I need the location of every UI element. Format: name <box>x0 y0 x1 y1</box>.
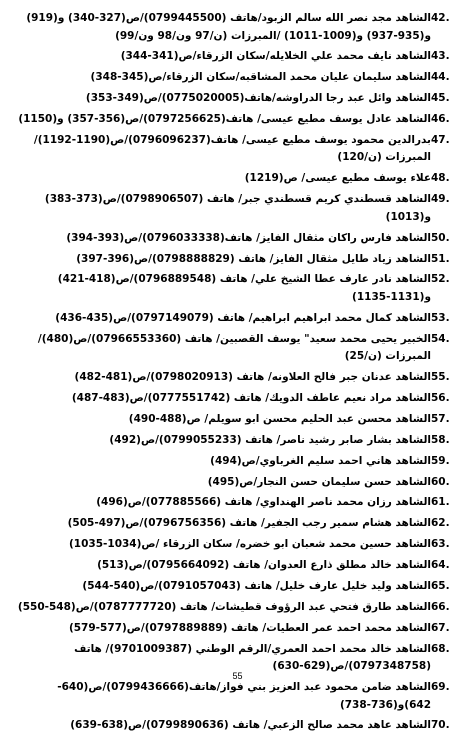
list-item-text: الشاهد طارق فتحي عبد الرؤوف قطيشات/ هاتف (0787777720)/ص(548-550) <box>17 600 431 613</box>
list-item-text: الشاهد حسن سليمان حسن النجار/ص(495) <box>207 475 431 488</box>
list-item <box>12 453 461 471</box>
list-item <box>12 515 461 533</box>
list-item-number: 58. <box>431 433 450 446</box>
list-item <box>12 494 461 512</box>
list-item <box>12 599 461 617</box>
list-item <box>12 10 461 45</box>
list-item <box>12 331 461 366</box>
list-item-number: 55. <box>431 371 450 384</box>
list-item-text: الشاهد حسين محمد شعبان ابو خضره/ سكان الزرقاء /ص(1034-1035) <box>68 538 431 551</box>
list-item-number: 57. <box>431 412 450 425</box>
list-item-text: الشاهد عدنان جبر فالح العلاونه/ هاتف (0798020913)/ص(481-482) <box>74 371 431 384</box>
list-item-number: 70. <box>431 719 450 732</box>
list-item-number: 69. <box>431 681 450 694</box>
list-item-number: 56. <box>431 391 450 404</box>
list-item <box>12 310 461 328</box>
list-item-text: الشاهد قسطندي كريم قسطندي جبر/ هاتف (0798906507)/ص(373-383) و(1013) <box>44 193 431 223</box>
list-item-text: الشاهد محمد احمد عمر العطيات/ هاتف (0797889889)/ص(577-579) <box>68 621 431 634</box>
list-item <box>12 271 461 306</box>
list-item-number: 43. <box>431 50 450 63</box>
list-item <box>12 578 461 596</box>
witness-list <box>12 10 461 738</box>
list-item-text: الشاهد عاهد محمد صالح الزعبي/ هاتف (0799890636)/ص(638-639) <box>70 719 431 732</box>
list-item-number: 52. <box>431 273 450 286</box>
list-item-text: الشاهد محسن عبد الحليم محسن ابو سويلم/ ص(488-490) <box>128 412 431 425</box>
list-item-text: الشاهد بشار صابر رشيد ناصر/ هاتف (0799055233)/ص(492) <box>109 433 431 446</box>
list-item <box>12 411 461 429</box>
list-item <box>12 390 461 408</box>
list-item-number: 46. <box>431 113 450 126</box>
list-item <box>12 48 461 66</box>
list-item <box>12 474 461 492</box>
list-item-number: 45. <box>431 92 450 105</box>
list-item <box>12 111 461 129</box>
list-item-number: 63. <box>431 538 450 551</box>
list-item-text: الشاهد هاني احمد سليم الغرباوي/ص(494) <box>210 454 431 467</box>
list-item-number: 67. <box>431 621 450 634</box>
list-item-number: 54. <box>431 332 450 345</box>
list-item-text: الشاهد مجد نصر الله سالم الزبود/هاتف (0799445500)/ص(327-340) و(919) و(935-937) و(1009-1011) /المبرزات (ن/97 ون/98 ون/99) <box>26 12 431 42</box>
list-item-number: 66. <box>431 600 450 613</box>
list-item-text: الشاهد وليد خليل عارف خليل/ هاتف (0791057043)/ص(540-544) <box>82 579 431 592</box>
list-item-text: الشاهد زياد طايل مثقال الفايز/ هاتف (0798888829)/ص(396-397) <box>76 252 431 265</box>
list-item <box>12 432 461 450</box>
list-item-text: الشاهد كمال محمد ابراهيم ابراهيم/ هاتف (0797149079)/ص(435-436) <box>55 311 431 324</box>
list-item <box>12 170 461 188</box>
list-item-text: الشاهد ضامن محمود عبد العزيز بني فواز/هاتف(0799436666)/ص(640-642)و(736-738) <box>57 681 431 711</box>
list-item-number: 64. <box>431 559 450 572</box>
list-item-number: 48. <box>431 172 450 185</box>
list-item-text: الشاهد عادل يوسف مطيع عيسى/ هاتف(0797256625)/ص(356-357) و(1150) <box>18 113 431 126</box>
list-item-text: بدرالدين محمود يوسف مطيع عيسى/ هاتف(0796096237)/ص(1190-1192)/المبرزات (ن/120) <box>33 133 431 164</box>
list-item-number: 49. <box>431 193 450 206</box>
list-item-number: 60. <box>431 475 450 488</box>
list-item-number: 59. <box>431 454 450 467</box>
list-item <box>12 132 461 167</box>
list-item-text: الشاهد وائل عبد رجا الدراوشه/هاتف(0775020005)/ص(349-353) <box>85 92 431 105</box>
list-item-text: الشاهد نايف محمد علي الخلايله/سكان الزرقاء/ص(341-344) <box>120 50 431 63</box>
list-item-text: الشاهد مراد نعيم عاطف الدويك/ هاتف (0777551742)/ص(483-487) <box>71 391 431 404</box>
list-item-text: الشاهد خالد محمد احمد العمري/الرقم الوطني (9701009387)/ هاتف (0797348758)/ص(629-630) <box>74 642 431 673</box>
list-item-number: 65. <box>431 579 450 592</box>
list-item-text: الشاهد فارس راكان مثقال الفايز/ هاتف(0796033338)/ص(393-394) <box>66 231 431 244</box>
list-item <box>12 191 461 226</box>
list-item <box>12 557 461 575</box>
list-item <box>12 536 461 554</box>
list-item-text: الشاهد رزان محمد ناصر الهنداوي/ هاتف (077885566)/ص(496) <box>96 496 431 509</box>
list-item-number: 50. <box>431 231 450 244</box>
list-item-number: 53. <box>431 311 450 324</box>
list-item-number: 68. <box>431 642 450 655</box>
list-item-number: 62. <box>431 517 450 530</box>
list-item-number: 61. <box>431 496 450 509</box>
list-item <box>12 717 461 735</box>
list-item <box>12 69 461 87</box>
list-item-text: الشاهد نادر عارف عطا الشيخ علي/ هاتف (0796889548)/ص(418-421) و(1131-1135) <box>57 273 431 303</box>
list-item-text: الشاهد هشام سمير رجب الجفير/ هاتف (0796756356)/ص(497-505) <box>67 517 431 530</box>
list-item-text: الشاهد سليمان عليان محمد المشاقبه/سكان الزرقاء/ص(345-348) <box>90 71 431 84</box>
list-item <box>12 90 461 108</box>
list-item-number: 42. <box>431 12 450 24</box>
list-item <box>12 230 461 248</box>
list-item <box>12 679 461 714</box>
list-item-text: الشاهد خالد مطلق ذارع العدوان/ هاتف (0795664092)/ص(513) <box>97 559 431 572</box>
list-item-number: 44. <box>431 71 450 84</box>
list-item <box>12 620 461 638</box>
list-item-number: 47. <box>431 133 450 146</box>
page-number: 55 <box>232 671 243 681</box>
list-item-number: 51. <box>431 252 450 265</box>
list-item <box>12 251 461 269</box>
list-item-text: علاء يوسف مطيع عيسى/ ص(1219) <box>244 172 431 185</box>
list-item <box>12 369 461 387</box>
list-item-text: الخبير يحيى محمد سعيد" يوسف القصبين/ هاتف (07966553360)/ص(480)/المبرزات (ن/25) <box>37 332 431 363</box>
